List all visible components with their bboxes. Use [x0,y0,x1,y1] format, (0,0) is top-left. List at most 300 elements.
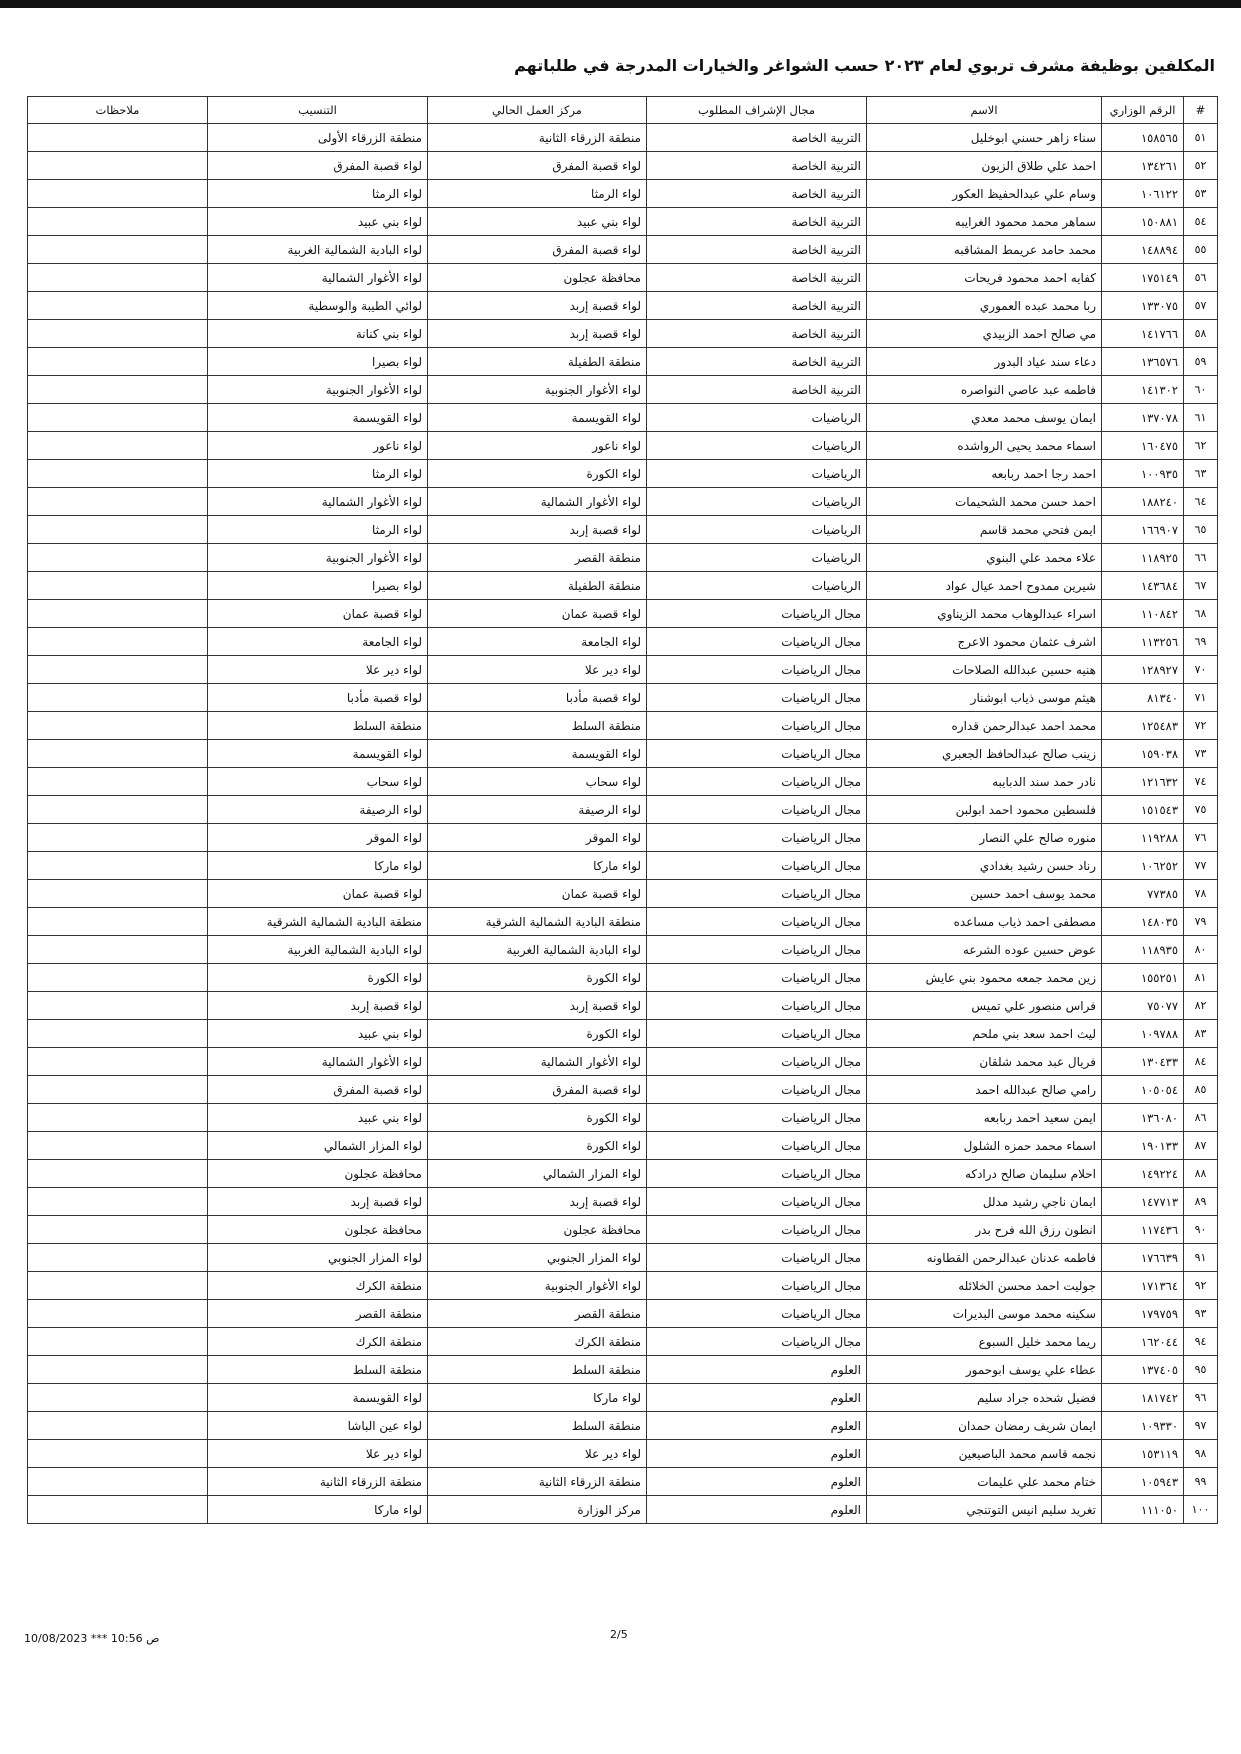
cell-placement: لواء الأغوار الجنوبية [208,376,428,404]
cell-seq: ٧٩ [1184,908,1218,936]
cell-name: احمد رجا احمد ربابعه [867,460,1102,488]
cell-field: التربية الخاصة [647,264,867,292]
cell-current: لواء المزار الشمالي [428,1160,647,1188]
cell-id: ١٠٥٠٥٤ [1102,1076,1184,1104]
cell-id: ١٧١٣٦٤ [1102,1272,1184,1300]
cell-field: مجال الرياضيات [647,1048,867,1076]
cell-name: ايمان ناجي رشيد مدلل [867,1188,1102,1216]
cell-current: لواء المزار الجنوبي [428,1244,647,1272]
cell-placement: لواء بني كنانة [208,320,428,348]
cell-field: العلوم [647,1412,867,1440]
cell-placement: لواء الكورة [208,964,428,992]
cell-name: احمد علي طلاق الزيون [867,152,1102,180]
table-header-row [28,97,1218,124]
cell-placement: منطقة الكرك [208,1272,428,1300]
table-body [28,124,1218,1524]
cell-name: ليث احمد سعد بني ملحم [867,1020,1102,1048]
cell-id: ١٣٤٢٦١ [1102,152,1184,180]
cell-seq: ٥٢ [1184,152,1218,180]
cell-field: مجال الرياضيات [647,1020,867,1048]
cell-placement: منطقة السلط [208,712,428,740]
cell-id: ١١٨٩٣٥ [1102,936,1184,964]
cell-seq: ٧٣ [1184,740,1218,768]
cell-name: رامي صالح عبدالله احمد [867,1076,1102,1104]
cell-field: التربية الخاصة [647,236,867,264]
cell-seq: ٧٦ [1184,824,1218,852]
cell-name: مصطفى احمد ذياب مساعده [867,908,1102,936]
cell-id: ١٧٦٦٣٩ [1102,1244,1184,1272]
page-title: المكلفين بوظيفة مشرف تربوي لعام ٢٠٢٣ حسب الشواغر والخيارات المدرجة في طلباتهم [514,56,1215,75]
table-row [28,1160,1218,1188]
cell-id: ١٦٦٩٠٧ [1102,516,1184,544]
cell-placement: لواء الرمثا [208,516,428,544]
cell-field: التربية الخاصة [647,124,867,152]
cell-current: لواء البادية الشمالية الغربية [428,936,647,964]
cell-current: لواء ناعور [428,432,647,460]
cell-notes [28,684,208,712]
table-row [28,1468,1218,1496]
cell-seq: ٧٨ [1184,880,1218,908]
cell-field: الرياضيات [647,488,867,516]
cell-field: التربية الخاصة [647,208,867,236]
cell-notes [28,1244,208,1272]
cell-id: ١٥١٥٤٣ [1102,796,1184,824]
table-row [28,348,1218,376]
cell-notes [28,180,208,208]
cell-placement: لواء دير علا [208,1440,428,1468]
cell-placement: لواء البادية الشمالية الغربية [208,936,428,964]
cell-field: مجال الرياضيات [647,1104,867,1132]
cell-notes [28,740,208,768]
cell-name: اسماء محمد حمزه الشلول [867,1132,1102,1160]
cell-placement: منطقة الكرك [208,1328,428,1356]
table-row [28,376,1218,404]
cell-placement: لواء الموقر [208,824,428,852]
header-current: مركز العمل الحالي [428,97,647,124]
cell-placement: لواء الرمثا [208,180,428,208]
cell-id: ١٣٧٠٧٨ [1102,404,1184,432]
cell-current: لواء قصبة عمان [428,600,647,628]
cell-seq: ٦٦ [1184,544,1218,572]
cell-seq: ٥٦ [1184,264,1218,292]
cell-name: رناد حسن رشيد بغدادي [867,852,1102,880]
cell-name: علاء محمد علي البنوي [867,544,1102,572]
table-row [28,1048,1218,1076]
cell-id: ١٤٨٠٣٥ [1102,908,1184,936]
cell-field: الرياضيات [647,572,867,600]
table-row [28,1188,1218,1216]
cell-current: منطقة القصر [428,544,647,572]
cell-name: عوض حسين عوده الشرعه [867,936,1102,964]
cell-seq: ٥٣ [1184,180,1218,208]
table-row [28,124,1218,152]
cell-name: كفايه احمد محمود فريحات [867,264,1102,292]
cell-seq: ٧٠ [1184,656,1218,684]
cell-current: لواء الرصيفة [428,796,647,824]
cell-notes [28,544,208,572]
cell-current: لواء الأغوار الشمالية [428,488,647,516]
cell-field: مجال الرياضيات [647,1188,867,1216]
cell-seq: ٦١ [1184,404,1218,432]
cell-seq: ٦٨ [1184,600,1218,628]
table-row [28,768,1218,796]
cell-placement: لواء الرصيفة [208,796,428,824]
cell-current: لواء قصبة إربد [428,292,647,320]
cell-notes [28,376,208,404]
cell-current: محافظة عجلون [428,264,647,292]
cell-notes [28,628,208,656]
cell-seq: ٩٥ [1184,1356,1218,1384]
cell-seq: ٦٣ [1184,460,1218,488]
header-name: الاسم [867,97,1102,124]
cell-id: ١٤٨٨٩٤ [1102,236,1184,264]
header-field: مجال الإشراف المطلوب [647,97,867,124]
cell-seq: ٨٤ [1184,1048,1218,1076]
cell-current: لواء الكورة [428,1020,647,1048]
table-row [28,880,1218,908]
cell-seq: ٦٥ [1184,516,1218,544]
table-row [28,460,1218,488]
cell-seq: ٨٦ [1184,1104,1218,1132]
table-row [28,824,1218,852]
cell-current: لواء قصبة مأدبا [428,684,647,712]
cell-notes [28,432,208,460]
cell-name: محمد احمد عبدالرحمن قداره [867,712,1102,740]
cell-current: لواء قصبة المفرق [428,1076,647,1104]
cell-seq: ٩٢ [1184,1272,1218,1300]
cell-notes [28,460,208,488]
cell-current: لواء دير علا [428,1440,647,1468]
table-row [28,600,1218,628]
cell-placement: منطقة القصر [208,1300,428,1328]
cell-placement: لواء قصبة إربد [208,992,428,1020]
table-row [28,180,1218,208]
cell-current: لواء الجامعة [428,628,647,656]
cell-field: التربية الخاصة [647,152,867,180]
cell-notes [28,992,208,1020]
cell-field: مجال الرياضيات [647,1132,867,1160]
table-row [28,1328,1218,1356]
cell-field: الرياضيات [647,516,867,544]
cell-id: ٧٥٠٧٧ [1102,992,1184,1020]
cell-placement: لواء بصيرا [208,572,428,600]
table-row [28,628,1218,656]
cell-placement: لواء المزار الشمالي [208,1132,428,1160]
table-row [28,544,1218,572]
cell-id: ١٣٧٤٠٥ [1102,1356,1184,1384]
cell-notes [28,1020,208,1048]
table-row [28,964,1218,992]
cell-current: لواء قصبة إربد [428,1188,647,1216]
cell-name: ايمن سعيد احمد ربابعه [867,1104,1102,1132]
cell-id: ١٩٠١٣٣ [1102,1132,1184,1160]
cell-seq: ٥٧ [1184,292,1218,320]
cell-seq: ٨٨ [1184,1160,1218,1188]
cell-id: ١٨٨٢٤٠ [1102,488,1184,516]
cell-seq: ٥٩ [1184,348,1218,376]
cell-id: ١٦٠٤٧٥ [1102,432,1184,460]
cell-placement: لواء ماركا [208,852,428,880]
cell-name: جوليت احمد محسن الخلائله [867,1272,1102,1300]
table-row [28,1132,1218,1160]
cell-id: ١٣٠٤٣٣ [1102,1048,1184,1076]
cell-seq: ٩٤ [1184,1328,1218,1356]
cell-field: مجال الرياضيات [647,1272,867,1300]
cell-seq: ٦٠ [1184,376,1218,404]
cell-name: اشرف عثمان محمود الاعرج [867,628,1102,656]
cell-field: مجال الرياضيات [647,1076,867,1104]
cell-notes [28,1216,208,1244]
cell-notes [28,152,208,180]
cell-seq: ٨٠ [1184,936,1218,964]
cell-field: مجال الرياضيات [647,964,867,992]
cell-notes [28,1104,208,1132]
table-row [28,936,1218,964]
cell-name: عطاء علي يوسف ابوحمور [867,1356,1102,1384]
cell-seq: ٧٢ [1184,712,1218,740]
footer-timestamp: 10/08/2023 *** 10:56 ص [24,1632,160,1645]
cell-id: ١٥٥٢٥١ [1102,964,1184,992]
cell-field: الرياضيات [647,404,867,432]
table-row [28,292,1218,320]
cell-seq: ٨٩ [1184,1188,1218,1216]
cell-id: ١٥٠٨٨١ [1102,208,1184,236]
cell-seq: ٩٨ [1184,1440,1218,1468]
cell-name: ريما محمد خليل السبوع [867,1328,1102,1356]
cell-field: مجال الرياضيات [647,852,867,880]
cell-notes [28,516,208,544]
cell-name: فلسطين محمود احمد ابولبن [867,796,1102,824]
cell-field: التربية الخاصة [647,320,867,348]
cell-placement: لواء قصبة المفرق [208,152,428,180]
cell-notes [28,488,208,516]
cell-notes [28,264,208,292]
cell-id: ١١١٠٥٠ [1102,1496,1184,1524]
cell-id: ١١٨٩٢٥ [1102,544,1184,572]
cell-notes [28,1412,208,1440]
cell-name: فراس منصور علي تميس [867,992,1102,1020]
table-row [28,908,1218,936]
cell-seq: ٨٢ [1184,992,1218,1020]
cell-placement: لواء القويسمة [208,740,428,768]
cell-field: مجال الرياضيات [647,936,867,964]
cell-id: ١١٣٢٥٦ [1102,628,1184,656]
cell-name: زينب صالح عبدالحافظ الجعبري [867,740,1102,768]
cell-field: مجال الرياضيات [647,628,867,656]
cell-id: ١٢١٦٣٢ [1102,768,1184,796]
cell-current: لواء الرمثا [428,180,647,208]
table-row [28,516,1218,544]
cell-current: محافظة عجلون [428,1216,647,1244]
cell-seq: ٥٥ [1184,236,1218,264]
cell-name: محمد حامد عريمط المشاقبه [867,236,1102,264]
table-row [28,432,1218,460]
cell-name: اسراء عبدالوهاب محمد الزيناوي [867,600,1102,628]
cell-notes [28,1440,208,1468]
cell-placement: لواء بني عبيد [208,1020,428,1048]
cell-placement: منطقة البادية الشمالية الشرقية [208,908,428,936]
cell-current: منطقة الزرقاء الثانية [428,124,647,152]
cell-placement: لواء دير علا [208,656,428,684]
cell-notes [28,572,208,600]
table-row [28,488,1218,516]
cell-seq: ٥١ [1184,124,1218,152]
cell-notes [28,208,208,236]
cell-notes [28,852,208,880]
cell-current: لواء الأغوار الجنوبية [428,1272,647,1300]
cell-seq: ٥٤ [1184,208,1218,236]
cell-name: ربا محمد عبده العموري [867,292,1102,320]
cell-current: لواء قصبة إربد [428,516,647,544]
cell-id: ١٧٥١٤٩ [1102,264,1184,292]
cell-field: مجال الرياضيات [647,908,867,936]
table-row [28,1300,1218,1328]
cell-notes [28,1356,208,1384]
cell-seq: ٦٩ [1184,628,1218,656]
cell-id: ١٣٦٥٧٦ [1102,348,1184,376]
cell-field: العلوم [647,1356,867,1384]
cell-id: ١٤١٣٠٢ [1102,376,1184,404]
cell-current: لواء بني عبيد [428,208,647,236]
cell-seq: ٦٤ [1184,488,1218,516]
cell-seq: ٧٥ [1184,796,1218,824]
cell-name: فاطمه عدنان عبدالرحمن القطاونه [867,1244,1102,1272]
cell-placement: لواء قصبة إربد [208,1188,428,1216]
cell-name: فضيل شحده جراد سليم [867,1384,1102,1412]
cell-placement: لواء ناعور [208,432,428,460]
cell-placement: لواء القويسمة [208,404,428,432]
cell-notes [28,600,208,628]
table-row [28,320,1218,348]
cell-current: لواء القويسمة [428,404,647,432]
cell-id: ١٢٥٤٨٣ [1102,712,1184,740]
cell-current: منطقة الطفيلة [428,348,647,376]
header-seq: # [1184,97,1218,124]
cell-name: ايمن فتحي محمد قاسم [867,516,1102,544]
cell-current: لواء قصبة المفرق [428,152,647,180]
cell-current: منطقة السلط [428,1356,647,1384]
cell-id: ١٣٦٠٨٠ [1102,1104,1184,1132]
cell-placement: لواء عين الباشا [208,1412,428,1440]
cell-field: مجال الرياضيات [647,656,867,684]
cell-notes [28,712,208,740]
cell-placement: لواء الأغوار الشمالية [208,1048,428,1076]
cell-name: منوره صالح علي النصار [867,824,1102,852]
header-placement: التنسيب [208,97,428,124]
cell-notes [28,1188,208,1216]
cell-id: ١٥٩٠٣٨ [1102,740,1184,768]
cell-field: مجال الرياضيات [647,1160,867,1188]
cell-placement: لواء الأغوار الجنوبية [208,544,428,572]
cell-field: التربية الخاصة [647,348,867,376]
cell-name: نادر حمد سند الدبايبه [867,768,1102,796]
cell-seq: ٨٥ [1184,1076,1218,1104]
cell-field: مجال الرياضيات [647,684,867,712]
cell-notes [28,404,208,432]
cell-name: هنيه حسين عبدالله الصلاحات [867,656,1102,684]
cell-seq: ٩١ [1184,1244,1218,1272]
cell-name: انطون رزق الله فرح بدر [867,1216,1102,1244]
table-row [28,404,1218,432]
cell-id: ١٥٨٥٦٥ [1102,124,1184,152]
cell-id: ١٤٣٦٨٤ [1102,572,1184,600]
table-row [28,1216,1218,1244]
cell-seq: ٦٢ [1184,432,1218,460]
table-row [28,1440,1218,1468]
cell-id: ١٤٧٧١٣ [1102,1188,1184,1216]
cell-current: منطقة الطفيلة [428,572,647,600]
cell-seq: ٩٩ [1184,1468,1218,1496]
cell-placement: لواء بني عبيد [208,1104,428,1132]
table-row [28,852,1218,880]
cell-notes [28,796,208,824]
cell-field: مجال الرياضيات [647,1244,867,1272]
table-row [28,740,1218,768]
cell-placement: منطقة الزرقاء الأولى [208,124,428,152]
cell-id: ١٠٠٩٣٥ [1102,460,1184,488]
cell-name: ختام محمد علي عليمات [867,1468,1102,1496]
cell-notes [28,1300,208,1328]
cell-current: لواء القويسمة [428,740,647,768]
cell-notes [28,936,208,964]
table-row [28,208,1218,236]
cell-notes [28,964,208,992]
cell-field: مجال الرياضيات [647,740,867,768]
cell-current: لواء الكورة [428,1104,647,1132]
cell-current: لواء الأغوار الجنوبية [428,376,647,404]
cell-name: اسماء محمد يحيى الرواشده [867,432,1102,460]
cell-field: العلوم [647,1440,867,1468]
cell-current: لواء قصبة إربد [428,992,647,1020]
cell-field: الرياضيات [647,544,867,572]
cell-field: العلوم [647,1384,867,1412]
cell-field: مجال الرياضيات [647,824,867,852]
cell-name: سناء زاهر حسني ابوخليل [867,124,1102,152]
cell-id: ١١٠٨٤٢ [1102,600,1184,628]
cell-name: احلام سليمان صالح درادكه [867,1160,1102,1188]
cell-seq: ٩٠ [1184,1216,1218,1244]
cell-name: تغريد سليم انيس التوتنجي [867,1496,1102,1524]
cell-placement: لواء البادية الشمالية الغربية [208,236,428,264]
cell-placement: لواء قصبة عمان [208,600,428,628]
cell-name: ايمان شريف رمضان حمدان [867,1412,1102,1440]
cell-seq: ٨٧ [1184,1132,1218,1160]
cell-notes [28,1160,208,1188]
cell-notes [28,1328,208,1356]
cell-placement: لواء الرمثا [208,460,428,488]
cell-notes [28,1468,208,1496]
cell-name: زين محمد جمعه محمود بني عايش [867,964,1102,992]
cell-field: مجال الرياضيات [647,880,867,908]
table-row [28,712,1218,740]
table-row [28,1244,1218,1272]
cell-field: العلوم [647,1496,867,1524]
table-row [28,1020,1218,1048]
cell-id: ٨١٣٤٠ [1102,684,1184,712]
cell-seq: ٥٨ [1184,320,1218,348]
cell-name: احمد حسن محمد الشحيمات [867,488,1102,516]
cell-placement: محافظة عجلون [208,1216,428,1244]
cell-id: ١٨١٧٤٢ [1102,1384,1184,1412]
cell-current: لواء الكورة [428,1132,647,1160]
cell-placement: لوائي الطيبة والوسطية [208,292,428,320]
cell-placement: محافظة عجلون [208,1160,428,1188]
cell-name: دعاء سند عياد البدور [867,348,1102,376]
cell-id: ١٤١٧٦٦ [1102,320,1184,348]
cell-current: منطقة السلط [428,712,647,740]
cell-placement: لواء ماركا [208,1496,428,1524]
cell-name: نجمه قاسم محمد الباصيعين [867,1440,1102,1468]
